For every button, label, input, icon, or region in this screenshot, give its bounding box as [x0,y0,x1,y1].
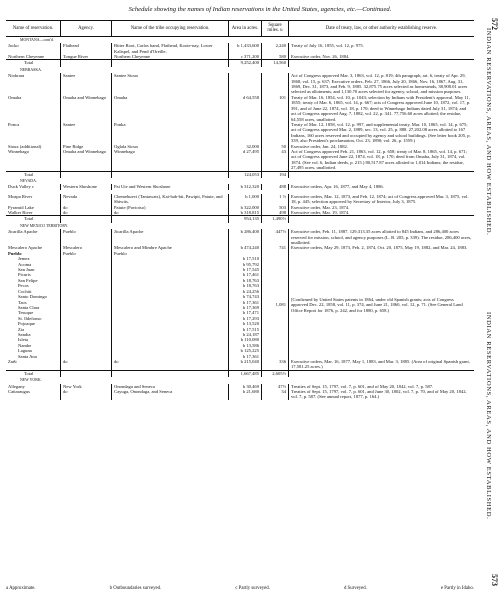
footnote: b Outboundaries surveyed. [109,586,162,591]
authority-text: Executive order, Jan. 24, 1882. [291,143,348,149]
table-row [6,229,474,245]
agency-name: Tongue River [61,54,112,60]
tribe-name: Pueblo [112,251,229,359]
total-square-miles: 14,560 [262,60,289,67]
square-miles: 1 ½ [262,194,289,205]
pueblo-acre-value: b 18,763 [242,283,259,289]
total-acres: 954,135 [229,216,262,223]
pueblo-name: Santa Ana [18,353,37,359]
agency-name: Mescalero [61,245,112,250]
pueblo-acre-value: b 17,515 [242,326,259,332]
pueblo-name: Santo Domingo [18,294,47,300]
tribe-name: Paiute (Paviotso) [112,205,229,210]
pueblo-acre-value: b 17,545 [242,267,259,273]
pueblo-name: Isleta [18,337,28,343]
total-label: Total [6,60,61,67]
footnote: a Approximate. [6,586,36,591]
footnote: c Partly surveyed. [235,586,270,591]
square-miles: 741 [262,245,289,250]
pueblo-name: Picuris [18,272,31,278]
total-square-miles: 1,490½ [262,216,289,223]
tribe-name: Omaha [112,95,229,122]
pueblo-name: St. Ildefonso [18,315,42,321]
pueblo-acre-value: b 95,792 [242,261,259,267]
agency-name: Santee [61,122,112,144]
area-acres: 32,000 [229,144,262,149]
total-square-miles: 194 [262,171,289,178]
page-number-top: 572 [490,18,499,30]
authority-text: Treaty of July 16, 1855, vol. 12, p. 975. [291,43,364,49]
area-acres: b 318,815 [229,210,262,216]
reservation-name: Jocko [6,43,61,54]
agency-name: do [61,359,112,370]
pueblo-acre-value: b 24,256 [242,288,259,294]
pueblo-acre-value: b 17,461 [242,272,259,278]
square-miles: 50 [262,144,289,149]
agency-name: Nevada [61,194,112,205]
pueblo-label: Pueblo [8,250,22,256]
state-heading: NEBRASKA. [20,67,42,72]
pueblo-name: Pojoaque [18,321,36,327]
pueblo-name: Tesuque [18,310,34,316]
square-miles: 488 [262,184,289,189]
reservation-name: Allegany [6,384,61,389]
tribe-name: Oglala Sioux [112,144,229,149]
pueblo-acre-value: b 17,510 [242,256,259,262]
reservation-name: Walker River [6,210,61,216]
reservation-name: Duck Valley c [6,184,61,189]
square-miles: 1,081 [262,251,289,359]
square-miles: 498 [262,210,289,216]
table-caption: Schedule showing the names of Indian reservations in the United States, agencies, etc.—Continued. [128,6,392,13]
pueblo-acre-value: b 17,369 [242,304,259,310]
reservation-name: Pyramid Lake [6,205,61,210]
reservation-name: Niobrara [6,73,61,95]
blank-cell [61,60,112,67]
agency-name: do [61,205,112,210]
total-square-miles: 2,605½ [262,370,289,377]
pueblo-name: Santa Clara [18,304,40,310]
reservation-name: Ponca [6,122,61,144]
state-heading-row [6,36,474,43]
pueblo-acre-value: b 13,586 [242,342,259,348]
table-row [6,194,474,205]
square-miles: 336 [262,359,289,370]
running-head-bottom: INDIAN RESERVATIONS, AREAS, AND HOW ESTABLISHED. [485,312,492,520]
state-heading: NEW YORK. [20,378,42,383]
pueblo-name: Pecos [18,283,29,289]
pueblo-acre-value: b 17,471 [242,310,259,316]
reservation-name: Mescalero Apache [6,245,61,250]
tribe-name: do [112,359,229,370]
agency-name: Omaha and Winnebago [61,95,112,122]
pueblo-name: Sandia [18,331,31,337]
square-miles: 43 [262,149,289,171]
tribe-name: Santee Sioux [112,73,229,95]
blank-cell [61,216,112,223]
authority-text: Executive orders, May 29, 1873, Feb. 2, 1874, Oct. 20, 1875, May 19, 1882, and Mar. 24, 1883. [291,245,468,251]
pueblo-name: Nambe [18,342,32,348]
area-acres: b 215,040 [229,359,262,370]
total-row [6,370,474,377]
square-miles: 47½ [262,384,289,389]
table-row [6,73,474,95]
agency-name: Pueblo [61,229,112,245]
authority-text: Executive order, Nov. 26, 1884. [291,54,350,60]
blank-cell [112,370,229,377]
blank-cell [289,216,475,223]
state-heading: NEW MEXICO TERRITORY. [20,223,69,228]
table-row [6,95,474,122]
tribe-name: Bitter Root, Carlos band, Flathead, Koote-nay, Lower Kalispel, and Pend d'Oreille. [112,43,229,54]
agency-name: New York [61,384,112,389]
square-miles: 447½ [262,229,289,245]
tribe-name: do [112,210,229,216]
square-miles: 2,240 [262,43,289,54]
total-label: Total [6,171,61,178]
pueblo-name: Taos [18,299,27,305]
area-acres: b 286,400 [229,229,262,245]
header-reservation: Name of reservation. [6,21,61,37]
total-acres: 124,053 [229,171,262,178]
tribe-name: Northern Cheyenne [112,54,229,60]
blank-cell [61,370,112,377]
reservation-name: Cattaraugus [6,389,61,400]
tribe-name: Ponka [112,122,229,144]
area-acres: b 1,000 [229,194,262,205]
state-heading: MONTANA—cont'd. [20,37,54,42]
pueblo-name: San Juan [18,267,35,273]
total-acres: 9,252,400 [229,60,262,67]
total-acres: 1,667,485 [229,370,262,377]
tribe-name: Chemehuevi (Tantawats), Kai-bab-bit, Pawipit, Paiute, and Shiwits. [112,194,229,205]
area-acres: b 21,680 [229,389,262,400]
reservation-name: Zuñi [6,359,61,370]
pueblo-row [6,251,474,359]
blank-cell [61,171,112,178]
agency-name: Santee [61,73,112,95]
tribe-name: Cayuga, Onondaga, and Seneca [112,389,229,400]
reservation-name: Omaha [6,95,61,122]
pueblo-acre-value: b 18,763 [242,277,259,283]
header-authority: Date of treaty, law, or other authority establishing reserve. [289,21,475,37]
state-heading: NEVADA. [20,178,37,183]
authority-text: Treaties of Sept. 15, 1797, vol. 7, p. 601, and of May 20, 1842, vol. 7, p. 587. [291,383,434,389]
table-row [6,122,474,144]
authority-text: Executive orders, Mar. 16, 1877, May 1, 1883, and Mar. 3, 1885. (Area of original Spanish grant, 17,581.25 acres.) [291,358,470,370]
agency-name: do [61,389,112,400]
square-miles [262,122,289,144]
area-acres: d 27,495 [229,149,262,171]
agency-name: Pueblo [61,251,112,359]
reservation-name: Jicarilla Apache [6,229,61,245]
table-row [6,389,474,400]
agency-name: do [61,210,112,216]
tribe-name: Winnebago [112,149,229,171]
pueblo-name: San Felipe [18,277,38,283]
header-row [6,21,474,37]
footnote: d Surveyed. [343,586,367,591]
total-row [6,60,474,67]
square-miles: 503 [262,205,289,210]
blank-cell [112,216,229,223]
tribe-name: Onondaga and Seneca [112,384,229,389]
table-row [6,359,474,370]
table-row [6,149,474,171]
pueblo-acre-value: b 17,361 [242,299,259,305]
agency-name: Flathead [61,43,112,54]
authority-text: Treaties of Sept. 15, 1797, vol. 7, p. 601, and June 30, 1802, vol. 7, p. 70, and of May 20, 1842, vol. 7, p. 587. (See annual report, 1877, p. 164.) [291,389,467,400]
area-acres: b 312,320 [229,184,262,189]
footnotes [6,586,474,591]
authority-text: Executive order, Mar. 23, 1874. [291,204,350,210]
authority-text: Executive order, Mar. 19, 1874. [291,210,350,215]
pueblo-acres [229,251,262,359]
pueblo-acre-value: b 17,361 [242,353,259,359]
reservation-name: Winnebago [6,149,61,171]
pueblo-name: Laguna [18,348,32,354]
agency-name: Pine Ridge [61,144,112,149]
authority-text: Treaty of Mar. 16, 1854, vol. 10, p. 1043; selection by Indians with President's approval, May 11, 1855; treaty of Mar. 6, 1865, vol. 14, p. 667; acts of Congress approved June 10, 1872, vol. 17, p. 391, and of June 22, 1874, vol. 18, p. 170; deed to Winnebago Indians dated July 31, 1874; and act of Congress approved Aug. 7, 1882, vol. 22, p. 341. 77,756.60 acres allotted; the residue, 64,558 acres, unallotted. [291,94,471,122]
pueblo-name: Cochiti [18,288,32,294]
blank-cell [289,370,475,377]
area-acres: b 1,433,600 [229,43,262,54]
header-agency: Agency. [61,21,112,37]
agency-name: Omaha and Winnebago [61,149,112,171]
square-miles [262,73,289,95]
area-acres [229,73,262,95]
authority-text: Act of Congress approved Feb. 21, 1863, vol. 12, p. 658; treaty of Mar. 8, 1865, vol. 14, p. 671; act of Congress approved June 22, 1874, vol. 18, p. 170; deed from Omaha, July 31, 1874, vol. 1874. (See vol. 6, Indian deeds, p. 215.) 80,517.87 acres allotted to 1,014 Indians; the residue, 27,495 acres, unallotted. [291,148,467,171]
pueblo-acre-value: b 17,293 [242,315,259,321]
reservation-name: Sioux (additional) [6,144,61,149]
area-acres: d 64,558 [229,95,262,122]
area-acres [229,122,262,144]
blank-cell [289,171,475,178]
total-label: Total [6,216,61,223]
blank-cell [289,60,475,67]
reservation-name: Northern Cheyenne [6,54,61,60]
reservation-name: Moapa River [6,194,61,205]
total-row [6,171,474,178]
area-acres: c 371,200 [229,54,262,60]
header-square-miles: Square miles. u [262,21,289,37]
area-acres: b 474,240 [229,245,262,250]
area-acres: b 322,000 [229,205,262,210]
total-label: Total [6,370,61,377]
header-area-acres: Area in acres. [229,21,262,37]
square-miles: 580 [262,54,289,60]
authority-text: Executive order, Feb. 11, 1887. 129,313.35 acres allotted to 845 Indians, and 286,400 acres reserved for mission, school, and agency purposes (L. B. 205, p. 339). The residue, 286,400 acres, unallotted. [291,229,472,246]
total-row [6,216,474,223]
pueblo-acre-value: b 74,743 [242,294,259,300]
reservations-table [6,20,474,400]
agency-name: Western Shoshone [61,184,112,189]
running-head-top: INDIAN RESERVATIONS, AREAS, AND HOW ESTABLISHED. [485,28,492,236]
pueblo-names [6,251,61,359]
footnote: e Partly in Idaho. [440,586,474,591]
pueblo-acre-value: b 110,080 [240,337,259,343]
table-row [6,245,474,250]
authority-text: Executive orders, Apr. 16, 1877, and May 4, 1886. [291,184,384,190]
page-number-bottom: 573 [490,574,499,586]
authority-text: [Confirmed by United States patents in 1864, under old Spanish grants; acts of Congress approved Dec. 22, 1858, vol. 11, p. 374, and June 21, 1860, vol. 12, p. 71. (See General Land Office Report for 1876, p. 242, and for 1880, p. 658.) [291,296,463,313]
pueblo-name: Acoma [18,261,32,267]
pueblo-acre-value: b 125,225 [240,348,259,354]
authority-text: Act of Congress approved Mar. 3, 1863, vol. 12, p. 819; 4th paragraph, art. 6, treaty of Apr. 29, 1868, vol. 15, p. 637; Executive orders, Feb. 27, 1866, July 20, 1866, Nov. 16, 1867, Aug. 31, 1869, Dec. 31, 1873, and Feb. 9, 1885. 32,875.75 acres selected as homesteads, 38,908.01 acres selected as allotments, and 1,130.70 acres selected for agency, school, and mission purposes. [291,73,468,95]
tribe-name: Jicarilla Apache [112,229,229,245]
pueblo-acre-value: b 24,187 [242,331,259,337]
blank-cell [112,171,229,178]
tribe-name: Mescalero and Mimbre Apache [112,245,229,250]
pueblo-name: Zia [18,326,25,332]
square-miles: 34 [262,389,289,400]
authority-text: Treaty of Mar. 12, 1858, vol. 12, p. 997, and supplemental treaty, Mar. 10, 1865, vol. 14, p. 675; act of Congress approved Mar. 2, 1889, sec. 13, vol. 25, p. 888. 27,202.08 acres allotted to 167 Indians, 160 acres reserved and occupied by agency and school buildings. (See letter book 205, p. 339, also President's proclamation, Oct. 23, 1890; vol. 26, p. 1559.) [291,121,471,144]
square-miles: 101 [262,95,289,122]
pueblo-name: Jemez [18,256,30,262]
pueblo-acre-value: b 13,520 [242,321,259,327]
header-tribe: Name of the tribe occupying reservation. [112,21,229,37]
area-acres: b 30,469 [229,384,262,389]
table-row [6,43,474,54]
tribe-name: Pai Ute and Western Shoshone [112,184,229,189]
authority-text: Executive orders, Mar. 12, 1873, and Feb. 12, 1874; act of Congress approved Mar. 3, 1875, vol. 18, p. 445; selection approved by Secretary of Interior, July 3, 1875. [291,193,469,205]
blank-cell [112,60,229,67]
